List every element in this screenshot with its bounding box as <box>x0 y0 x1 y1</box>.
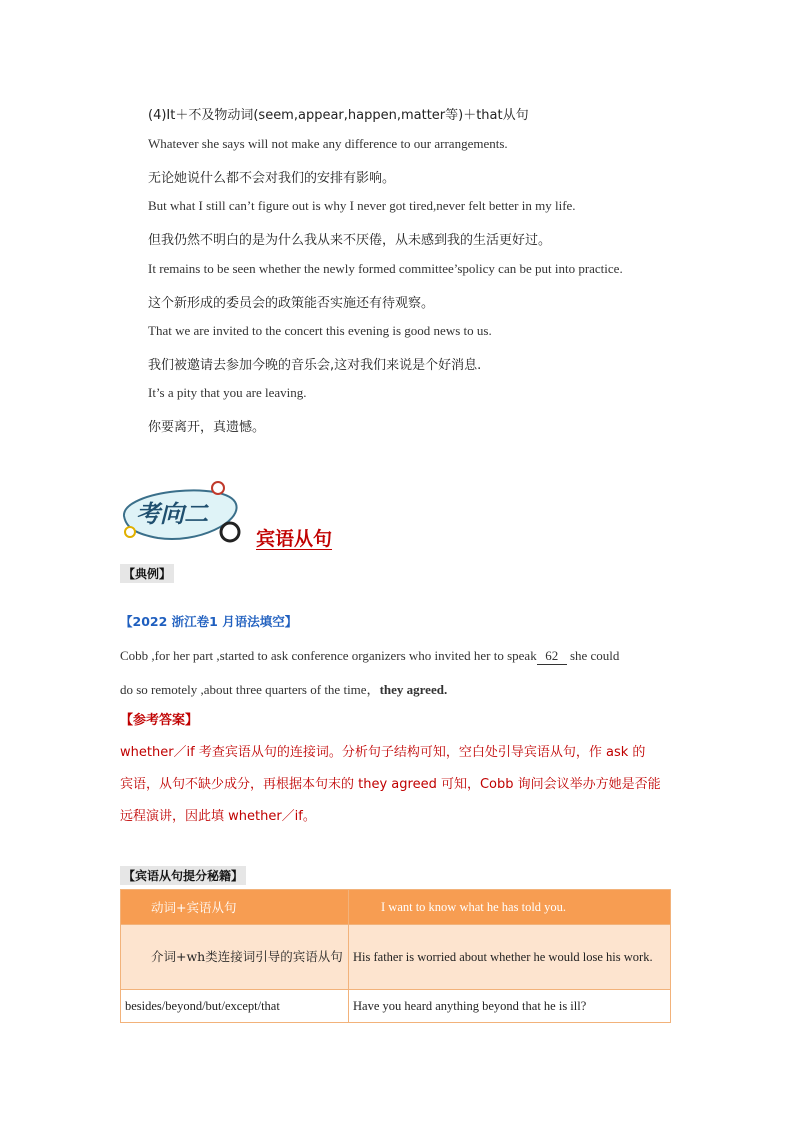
example-en-2: But what I still can’t figure out is why I never got tired,never felt better in my life. <box>148 198 576 213</box>
table-row <box>121 925 671 990</box>
example-zh-5: 你要离开，真遗憾。 <box>148 420 266 435</box>
example-zh-1: 无论她说什么都不会对我们的安排有影响。 <box>148 171 396 186</box>
answer-blank: 62 <box>537 648 567 665</box>
table-header-row <box>121 890 671 925</box>
example-en-4: That we are invited to the concert this evening is good news to us. <box>148 323 492 338</box>
table-cell: I want to know what he has told you. <box>349 890 671 925</box>
question-line-1 <box>120 648 675 665</box>
table-row <box>121 990 671 1023</box>
example-tag: 【典例】 <box>120 564 174 583</box>
answer-line-1: whether／if 考查宾语从句的连接词。分析句子结构可知，空白处引导宾语从句，作 ask 的 <box>120 745 646 760</box>
section-badge-icon <box>118 478 248 550</box>
question-bold-text: they agreed. <box>379 682 448 697</box>
example-zh-3: 这个新形成的委员会的政策能否实施还有待观察。 <box>148 296 435 311</box>
question-text-1: Cobb ,for her part ,started to ask conference organizers who invited her to speak <box>120 648 537 663</box>
question-text-1b: she could <box>569 648 620 663</box>
answer-line-3: 远程演讲，因此填 whether／if。 <box>120 809 316 824</box>
table-cell: 动词+宾语从句 <box>121 890 349 925</box>
answer-line-2: 宾语，从句不缺少成分，再根据本句末的 they agreed 可知，Cobb 询问会议举办方她是否能 <box>120 777 661 792</box>
table-cell: His father is worried about whether he would lose his work. <box>349 925 671 990</box>
answer-heading: 【参考答案】 <box>120 713 199 728</box>
table-cell: besides/beyond/but/except/that <box>121 990 349 1023</box>
table-cell-text: 介词+wh类连接词引导的宾语从句 <box>151 949 343 964</box>
question-line-2 <box>120 679 675 698</box>
tips-tag: 【宾语从句提分秘籍】 <box>120 866 246 885</box>
example-en-3: It remains to be seen whether the newly formed committee’spolicy can be put into practice. <box>148 261 623 276</box>
rule-heading: (4)It＋不及物动词(seem,appear,happen,matter等)＋that从句 <box>148 108 529 123</box>
table-cell: Have you heard anything beyond that he is ill? <box>349 990 671 1023</box>
example-zh-2: 但我仍然不明白的是为什么我从来不厌倦，从未感到我的生活更好过。 <box>148 233 552 248</box>
table-cell <box>121 925 349 990</box>
tips-table <box>120 889 671 1023</box>
example-en-1: Whatever she says will not make any difference to our arrangements. <box>148 136 508 151</box>
example-en-5: It’s a pity that you are leaving. <box>148 385 307 400</box>
example-zh-4: 我们被邀请去参加今晚的音乐会,这对我们来说是个好消息. <box>148 358 482 373</box>
section-title: 宾语从句 <box>256 528 333 550</box>
badge-text: 考向二 <box>136 499 208 528</box>
question-source: 【2022 浙江卷1 月语法填空】 <box>120 614 298 629</box>
question-text-2: do so remotely ,about three quarters of the time， <box>120 682 380 697</box>
